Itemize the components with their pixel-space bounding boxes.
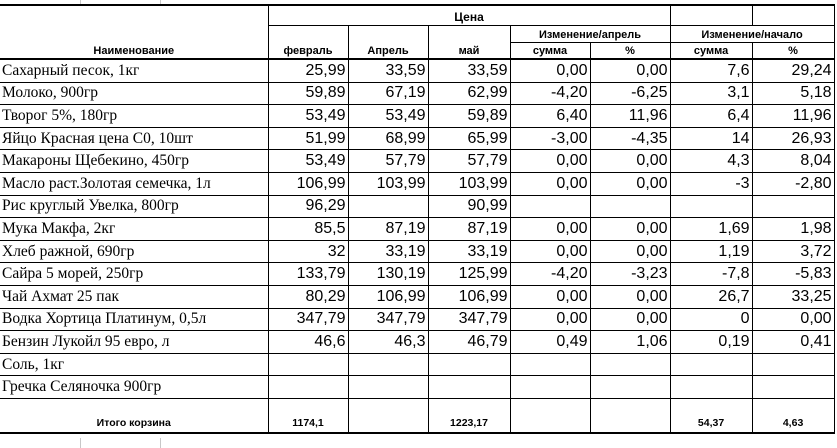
cell-feb: 32 bbox=[268, 240, 348, 263]
cell-ds-pct: -2,80 bbox=[752, 172, 834, 195]
header-pct: % bbox=[752, 42, 834, 59]
cell-feb: 133,79 bbox=[268, 263, 348, 286]
cell-ds-sum: -7,8 bbox=[670, 263, 752, 286]
table-row bbox=[0, 263, 834, 286]
cell-da-sum: 0,00 bbox=[510, 308, 590, 331]
table-row bbox=[0, 172, 834, 195]
cell-may: 90,99 bbox=[428, 195, 510, 218]
cell-da-sum: 0,00 bbox=[510, 240, 590, 263]
table-row bbox=[0, 59, 834, 82]
table-row bbox=[0, 353, 834, 376]
cell-feb: 46,6 bbox=[268, 331, 348, 354]
table-row bbox=[0, 240, 834, 263]
cell-may: 87,19 bbox=[428, 218, 510, 241]
cell-da-sum: -4,20 bbox=[510, 263, 590, 286]
cell-apr: 46,3 bbox=[348, 331, 428, 354]
cell-ds-pct: 0,00 bbox=[752, 308, 834, 331]
cell-da-pct: 0,00 bbox=[590, 150, 670, 173]
cell-apr: 130,19 bbox=[348, 263, 428, 286]
cell-apr: 33,19 bbox=[348, 240, 428, 263]
cell-ds-sum: 26,7 bbox=[670, 285, 752, 308]
cell-feb: 80,29 bbox=[268, 285, 348, 308]
cell-ds-sum: 1,69 bbox=[670, 218, 752, 241]
table-row bbox=[0, 331, 834, 354]
cell-feb: 59,89 bbox=[268, 82, 348, 105]
cell-ds-pct bbox=[752, 376, 834, 399]
cell-may: 59,89 bbox=[428, 105, 510, 128]
cell-feb: 51,99 bbox=[268, 127, 348, 150]
cell-da-sum: 6,40 bbox=[510, 105, 590, 128]
cell-da-sum: 0,00 bbox=[510, 172, 590, 195]
table-row bbox=[0, 127, 834, 150]
total-label: Итого корзина bbox=[0, 398, 268, 433]
cell-da-sum: 0,00 bbox=[510, 285, 590, 308]
item-name: Масло раст.Золотая семечка, 1л bbox=[0, 172, 268, 195]
table-row bbox=[0, 285, 834, 308]
cell-may: 65,99 bbox=[428, 127, 510, 150]
cell-da-sum bbox=[510, 195, 590, 218]
cell-da-pct: 0,00 bbox=[590, 285, 670, 308]
cell-feb bbox=[268, 353, 348, 376]
cell-da-pct bbox=[590, 353, 670, 376]
table-row bbox=[0, 218, 834, 241]
cell-ds-pct bbox=[752, 353, 834, 376]
total-da-pct bbox=[590, 398, 670, 433]
cell-apr bbox=[348, 353, 428, 376]
cell-ds-sum: 6,4 bbox=[670, 105, 752, 128]
cell-apr: 106,99 bbox=[348, 285, 428, 308]
cell-ds-pct: 3,72 bbox=[752, 240, 834, 263]
total-feb: 1174,1 bbox=[268, 398, 348, 433]
cell-feb: 25,99 bbox=[268, 59, 348, 82]
cell-da-pct: -6,25 bbox=[590, 82, 670, 105]
item-name: Хлеб ражной, 690гр bbox=[0, 240, 268, 263]
cell-may: 33,59 bbox=[428, 59, 510, 82]
cell-da-pct: -3,23 bbox=[590, 263, 670, 286]
cell-da-pct: 0,00 bbox=[590, 59, 670, 82]
cell-apr: 53,49 bbox=[348, 105, 428, 128]
cell-ds-sum: -3 bbox=[670, 172, 752, 195]
cell-apr: 87,19 bbox=[348, 218, 428, 241]
cell-ds-sum bbox=[670, 376, 752, 399]
cell-ds-sum bbox=[670, 353, 752, 376]
table-row bbox=[0, 195, 834, 218]
table-row bbox=[0, 82, 834, 105]
cell-da-sum: 0,00 bbox=[510, 59, 590, 82]
cell-da-pct: 0,00 bbox=[590, 308, 670, 331]
item-name: Чай Ахмат 25 пак bbox=[0, 285, 268, 308]
item-name: Водка Хортица Платинум, 0,5л bbox=[0, 308, 268, 331]
cell-apr bbox=[348, 195, 428, 218]
cell-may: 106,99 bbox=[428, 285, 510, 308]
cell-ds-pct: 26,93 bbox=[752, 127, 834, 150]
cell-apr: 347,79 bbox=[348, 308, 428, 331]
sheet-gridline bbox=[160, 438, 161, 448]
total-apr bbox=[348, 398, 428, 433]
cell-da-sum: 0,00 bbox=[510, 150, 590, 173]
table-row bbox=[0, 105, 834, 128]
cell-da-pct bbox=[590, 195, 670, 218]
cell-da-sum: -3,00 bbox=[510, 127, 590, 150]
item-name: Сахарный песок, 1кг bbox=[0, 59, 268, 82]
cell-da-pct: 0,00 bbox=[590, 240, 670, 263]
cell-da-pct: -4,35 bbox=[590, 127, 670, 150]
cell-may bbox=[428, 376, 510, 399]
total-da-sum bbox=[510, 398, 590, 433]
cell-da-sum: 0,49 bbox=[510, 331, 590, 354]
price-table bbox=[0, 4, 835, 434]
header-change-start: Изменение/начало bbox=[670, 25, 834, 42]
header-name-col: Наименование bbox=[0, 5, 268, 59]
item-name: Яйцо Красная цена С0, 10шт bbox=[0, 127, 268, 150]
item-name: Рис круглый Увелка, 800гр bbox=[0, 195, 268, 218]
header-pct: % bbox=[590, 42, 670, 59]
cell-ds-sum: 0 bbox=[670, 308, 752, 331]
table-row bbox=[0, 150, 834, 173]
total-ds-sum: 54,37 bbox=[670, 398, 752, 433]
cell-ds-sum: 7,6 bbox=[670, 59, 752, 82]
cell-may: 103,99 bbox=[428, 172, 510, 195]
cell-da-pct: 1,06 bbox=[590, 331, 670, 354]
header-apr: Апрель bbox=[348, 25, 428, 59]
table-row bbox=[0, 308, 834, 331]
cell-ds-pct: 1,98 bbox=[752, 218, 834, 241]
cell-da-sum: 0,00 bbox=[510, 218, 590, 241]
cell-may: 57,79 bbox=[428, 150, 510, 173]
item-name: Творог 5%, 180гр bbox=[0, 105, 268, 128]
cell-ds-pct: 8,04 bbox=[752, 150, 834, 173]
cell-da-sum bbox=[510, 353, 590, 376]
cell-feb: 347,79 bbox=[268, 308, 348, 331]
cell-feb: 53,49 bbox=[268, 105, 348, 128]
cell-feb: 53,49 bbox=[268, 150, 348, 173]
header-sum: сумма bbox=[510, 42, 590, 59]
header-feb: февраль bbox=[268, 25, 348, 59]
price-group-header: Цена bbox=[268, 5, 670, 25]
cell-feb: 96,29 bbox=[268, 195, 348, 218]
cell-may: 347,79 bbox=[428, 308, 510, 331]
item-name: Молоко, 900гр bbox=[0, 82, 268, 105]
cell-ds-pct: 29,24 bbox=[752, 59, 834, 82]
cell-apr: 67,19 bbox=[348, 82, 428, 105]
cell-may bbox=[428, 353, 510, 376]
cell-ds-pct: 0,41 bbox=[752, 331, 834, 354]
cell-may: 33,19 bbox=[428, 240, 510, 263]
cell-apr: 103,99 bbox=[348, 172, 428, 195]
cell-ds-pct: -5,83 bbox=[752, 263, 834, 286]
item-name: Макароны Щебекино, 450гр bbox=[0, 150, 268, 173]
cell-da-pct: 0,00 bbox=[590, 172, 670, 195]
cell-feb bbox=[268, 376, 348, 399]
cell-ds-sum: 0,19 bbox=[670, 331, 752, 354]
item-name: Бензин Лукойл 95 евро, л bbox=[0, 331, 268, 354]
cell-ds-pct bbox=[752, 195, 834, 218]
total-ds-pct: 4,63 bbox=[752, 398, 834, 433]
cell-apr bbox=[348, 376, 428, 399]
cell-may: 46,79 bbox=[428, 331, 510, 354]
item-name: Сайра 5 морей, 250гр bbox=[0, 263, 268, 286]
total-may: 1223,17 bbox=[428, 398, 510, 433]
cell-ds-pct: 5,18 bbox=[752, 82, 834, 105]
cell-ds-sum: 1,19 bbox=[670, 240, 752, 263]
item-name: Соль, 1кг bbox=[0, 353, 268, 376]
cell-ds-sum: 4,3 bbox=[670, 150, 752, 173]
cell-apr: 33,59 bbox=[348, 59, 428, 82]
cell-ds-sum: 3,1 bbox=[670, 82, 752, 105]
cell-may: 62,99 bbox=[428, 82, 510, 105]
cell-feb: 85,5 bbox=[268, 218, 348, 241]
header-sum: сумма bbox=[670, 42, 752, 59]
cell-da-sum: -4,20 bbox=[510, 82, 590, 105]
cell-da-sum bbox=[510, 376, 590, 399]
cell-da-pct: 11,96 bbox=[590, 105, 670, 128]
sheet-gridline bbox=[80, 438, 81, 448]
cell-ds-pct: 33,25 bbox=[752, 285, 834, 308]
cell-da-pct: 0,00 bbox=[590, 218, 670, 241]
item-name: Гречка Селяночка 900гр bbox=[0, 376, 268, 399]
cell-ds-pct: 11,96 bbox=[752, 105, 834, 128]
header-change-april: Изменение/апрель bbox=[510, 25, 670, 42]
cell-ds-sum bbox=[670, 195, 752, 218]
cell-may: 125,99 bbox=[428, 263, 510, 286]
item-name: Мука Макфа, 2кг bbox=[0, 218, 268, 241]
header-may: май bbox=[428, 25, 510, 59]
cell-apr: 57,79 bbox=[348, 150, 428, 173]
cell-ds-sum: 14 bbox=[670, 127, 752, 150]
table-row bbox=[0, 376, 834, 399]
cell-da-pct bbox=[590, 376, 670, 399]
cell-feb: 106,99 bbox=[268, 172, 348, 195]
cell-apr: 68,99 bbox=[348, 127, 428, 150]
